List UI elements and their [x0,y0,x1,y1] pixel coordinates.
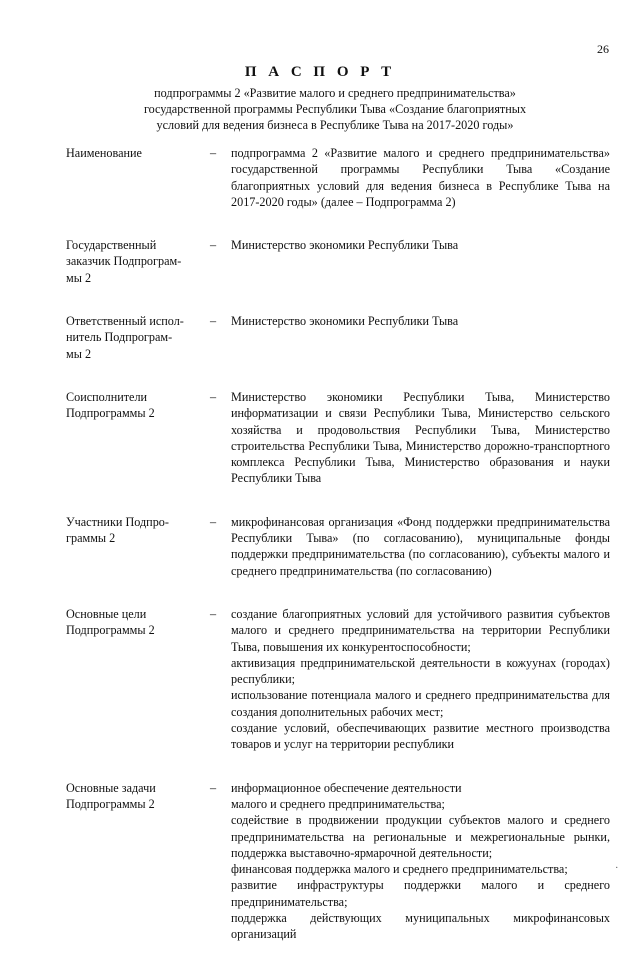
passport-row-executor [66,313,610,362]
passport-row-goals [66,606,610,753]
row-label-line: заказчик Подпрограм- [66,254,182,269]
passport-row-coexecutors [66,389,610,487]
row-label-line: Ответственный испол- [66,314,184,329]
row-label-line: Государственный [66,238,157,253]
row-label-line: Основные цели [66,606,147,621]
row-label-line: Основные задачи [66,780,156,795]
subtitle-line: условий для ведения бизнеса в Республике Тыва на 2017-2020 годы» [156,118,514,132]
row-label-line: мы 2 [66,346,92,361]
row-label-line: мы 2 [66,270,92,285]
row-label [66,237,210,286]
row-label-line: Участники Подпро- [66,514,169,529]
page-number: 26 [597,42,609,56]
subtitle-line: подпрограммы 2 «Развитие малого и среднего предпринимательства» [154,86,516,100]
task-item: развитие инфраструктуры поддержки малого и среднего предпринимательства; [231,878,610,909]
row-dash: – [210,314,217,329]
row-dash: – [210,146,217,160]
row-value [231,606,610,753]
task-item: поддержка действующих муниципальных микрофинансовых организаций [231,910,610,942]
row-dash: – [210,606,217,621]
task-item: содействие в продвижении продукции субъектов малого и среднего предпринимательства на региональные и межрегиональные рынки, поддержка выставочно-ярмарочной деятельности; [231,813,610,860]
row-value-text: Министерство экономики Республики Тыва [231,314,459,329]
task-item: финансовая поддержка малого и среднего предпринимательства; [231,862,568,877]
row-label [66,780,210,943]
row-dash: – [210,780,217,795]
passport-table [66,145,610,970]
row-dash: – [210,238,217,253]
row-label [66,514,210,579]
goal-item: создание благоприятных условий для устойчивого развития субъектов малого и среднего предпринимательства на территории Республики Тыва, повышения их конкурентоспособности; [231,606,610,654]
row-label [66,606,210,753]
row-label [66,145,210,210]
row-label [66,389,210,487]
row-label-line: Подпрограммы 2 [66,623,155,638]
row-value [231,389,610,487]
goal-item: создание условий, обеспечивающих развитие местного производства товаров и услуг на территории республики [231,721,610,752]
row-value [231,780,610,943]
task-item: информационное обеспечение деятельности [231,780,462,795]
passport-row-tasks [66,780,610,943]
row-dash: – [210,514,217,529]
page-title: П А С П О Р Т [244,64,396,80]
row-value [231,237,610,286]
subtitle [110,85,560,133]
row-value-text: Министерство экономики Республики Тыва, Министерство информатизации и связи Республики Тыва, Министерство сельского хозяйства и продовольствия Республики Тыва, Министерство строительства Республики Тыва, Министерство дорожно-транспортного комплекса Республики Тыва, Министерство образования и науки Республики Тыва [231,389,610,486]
subtitle-line: государственной программы Республики Тыва «Создание благоприятных [143,102,527,116]
corner-mark: . [615,860,618,871]
passport-row-participants [66,514,610,579]
row-label-line: Подпрограммы 2 [66,796,155,811]
task-item: малого и среднего предпринимательства; [231,796,445,811]
row-label-line: Соисполнители [66,389,148,404]
passport-row-name [66,145,610,210]
row-value-text: Министерство экономики Республики Тыва [231,238,459,253]
row-dash: – [210,389,217,404]
row-label-line: граммы 2 [66,531,116,546]
row-value [231,514,610,579]
row-value-text: микрофинансовая организация «Фонд поддержки предпринимательства Республики Тыва» (по согласованию), муниципальные фонды поддержки предпринимательства (по согласованию), субъекты малого и среднего предпринимательства (по согласованию) [231,514,610,578]
goal-item: активизация предпринимательской деятельности в кожуунах (городах) республики; [231,655,610,687]
row-label [66,313,210,362]
row-value [231,145,610,210]
passport-row-customer [66,237,610,286]
row-label-line: Наименование [66,146,142,160]
row-label-line: Подпрограммы 2 [66,406,155,421]
row-value-text: подпрограмма 2 «Развитие малого и среднего предпринимательства» государственной программы Республики Тыва «Создание благоприятных условий для ведения бизнеса в Республике Тыва на 2017-2020 годы» (далее – Подпрограмма 2) [231,146,610,209]
row-value [231,313,610,362]
goal-item: использование потенциала малого и среднего предпринимательства для создания дополнительных рабочих мест; [231,688,610,719]
row-label-line: нитель Подпрограм- [66,330,173,345]
